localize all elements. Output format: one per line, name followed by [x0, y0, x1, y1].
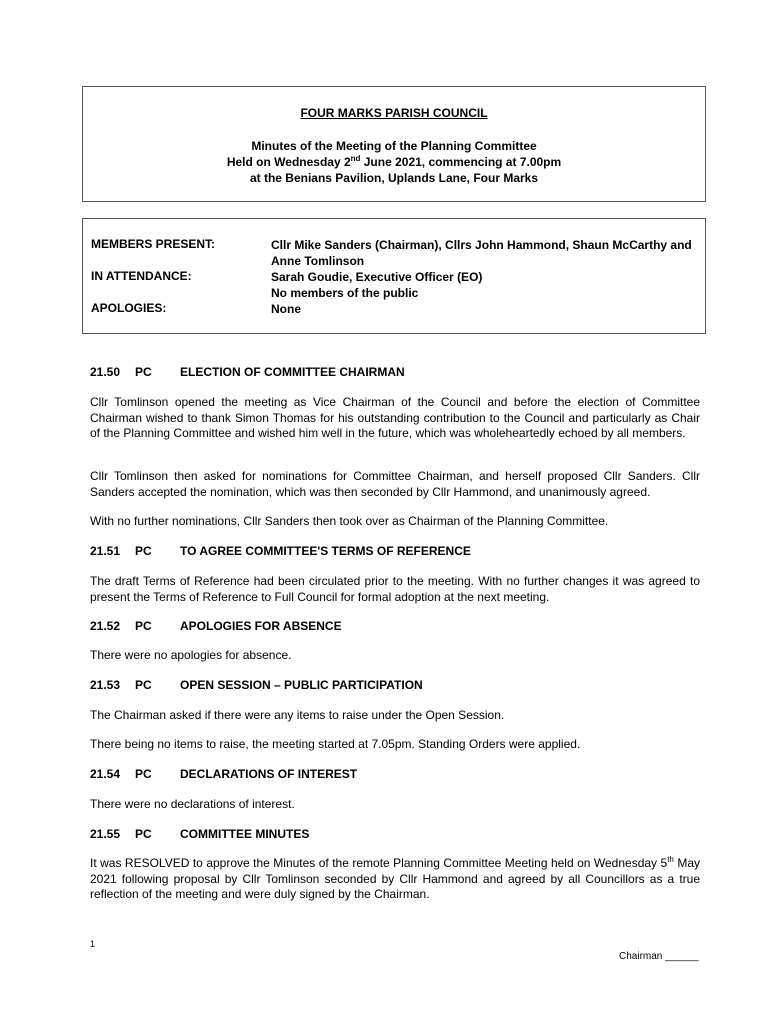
members-value: Cllr Mike Sanders (Chairman), Cllrs John Hammond, Shaun McCarthy and Anne Tomlinson	[271, 238, 692, 268]
section-number: 21.52	[90, 619, 121, 633]
meeting-title: Minutes of the Meeting of the Planning Committee	[251, 139, 537, 153]
attendance-value-2: No members of the public	[271, 286, 419, 300]
section-number: 21.50	[90, 365, 121, 379]
section-title: DECLARATIONS OF INTEREST	[180, 767, 358, 781]
meeting-date-post: June 2021, commencing at 7.00pm	[360, 155, 562, 169]
section-code: PC	[135, 678, 152, 692]
members-label: MEMBERS PRESENT:	[91, 237, 216, 251]
section-title: TO AGREE COMMITTEE'S TERMS OF REFERENCE	[180, 544, 471, 558]
minutes-text-sup: th	[667, 855, 674, 864]
paragraph: There being no items to raise, the meeting started at 7.05pm. Standing Orders were applied.	[90, 737, 581, 751]
meeting-date-sup: nd	[350, 154, 361, 163]
section-number: 21.55	[90, 827, 121, 841]
section-title: COMMITTEE MINUTES	[180, 827, 310, 841]
chairman-signature: Chairman ______	[619, 951, 699, 962]
minutes-text-post: May 2021 following proposal by Cllr Tomlinson seconded by Cllr Hammond and agreed by all Councillors as a true reflection of the meeting and were duly signed by the Chairman.	[90, 856, 700, 901]
attendance-box	[82, 218, 706, 334]
section-number: 21.53	[90, 678, 121, 692]
minutes-paragraph	[90, 856, 700, 903]
section-title: APOLOGIES FOR ABSENCE	[180, 619, 342, 633]
attendance-label: IN ATTENDANCE:	[91, 269, 192, 283]
section-code: PC	[135, 544, 152, 558]
section-code: PC	[135, 767, 152, 781]
council-name: FOUR MARKS PARISH COUNCIL	[300, 106, 488, 120]
section-number: 21.54	[90, 767, 121, 781]
paragraph: The draft Terms of Reference had been circulated prior to the meeting. With no further changes it was agreed to present the Terms of Reference to Full Council for formal adoption at the next meeting.	[90, 574, 700, 604]
paragraph: The Chairman asked if there were any items to raise under the Open Session.	[90, 708, 505, 722]
meeting-date	[83, 155, 705, 169]
attendance-value-1: Sarah Goudie, Executive Officer (EO)	[271, 270, 483, 284]
meeting-date-pre: Held on Wednesday 2	[226, 155, 351, 169]
apologies-value: None	[271, 302, 301, 316]
meeting-venue: at the Benians Pavilion, Uplands Lane, Four Marks	[249, 171, 539, 185]
minutes-text-pre: It was RESOLVED to approve the Minutes of the remote Planning Committee Meeting held on Wednesday 5	[90, 856, 668, 870]
section-code: PC	[135, 365, 152, 379]
paragraph: With no further nominations, Cllr Sanders then took over as Chairman of the Planning Committee.	[90, 514, 609, 528]
paragraph: There were no declarations of interest.	[90, 797, 295, 811]
section-number: 21.51	[90, 544, 121, 558]
page-number: 1	[90, 939, 96, 949]
apologies-label: APOLOGIES:	[91, 301, 167, 315]
paragraph: There were no apologies for absence.	[90, 648, 292, 662]
paragraph: Cllr Tomlinson opened the meeting as Vice Chairman of the Council and before the election of Committee Chairman wished to thank Simon Thomas for his outstanding contribution to the Council and particularly as Chair of the Planning Committee and wished him well in the future, which was wholeheartedly echoed by all members.	[90, 395, 700, 440]
section-code: PC	[135, 827, 152, 841]
section-title: OPEN SESSION – PUBLIC PARTICIPATION	[180, 678, 423, 692]
paragraph: Cllr Tomlinson then asked for nominations for Committee Chairman, and herself proposed Cllr Sanders. Cllr Sanders accepted the nomination, which was then seconded by Cllr Hammond, and unanimously agreed.	[90, 469, 700, 499]
section-code: PC	[135, 619, 152, 633]
section-title: ELECTION OF COMMITTEE CHAIRMAN	[180, 365, 405, 379]
title-box	[82, 86, 706, 202]
